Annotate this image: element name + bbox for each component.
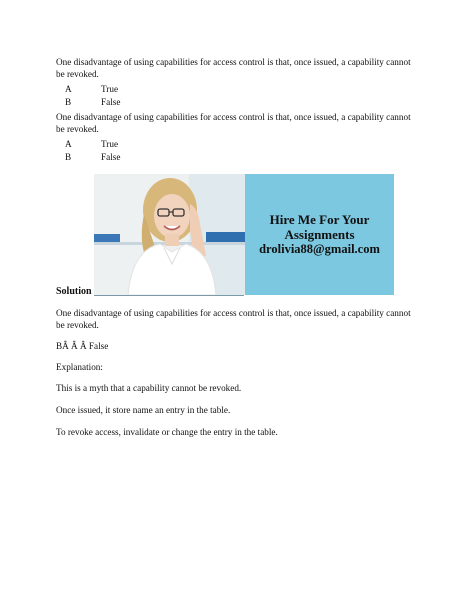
option-text: True	[101, 84, 119, 94]
hire-me-banner	[94, 174, 394, 295]
option-letter: A	[65, 139, 72, 149]
solution-heading: Solution	[56, 286, 92, 297]
explanation-line-1: This is a myth that a capability cannot be revoked.	[56, 383, 242, 393]
option-text: False	[101, 97, 121, 107]
question-1-text: One disadvantage of using capabilities for access control is that, once issued, a capability cannot be revoked.	[56, 57, 411, 79]
ad-headline-line-1: Hire Me For Your	[269, 212, 370, 227]
ad-email: drolivia88@gmail.com	[259, 242, 380, 256]
hire-me-panel	[245, 174, 394, 295]
ad-headline-line-2: Assignments	[284, 227, 355, 242]
option-text: True	[101, 139, 119, 149]
explanation-line-3: To revoke access, invalidate or change the entry in the table.	[56, 427, 278, 437]
solution-question-text: One disadvantage of using capabilities for access control is that, once issued, a capability cannot be revoked.	[56, 308, 411, 330]
question-2-text: One disadvantage of using capabilities for access control is that, once issued, a capability cannot be revoked.	[56, 112, 411, 134]
option-letter: B	[65, 97, 72, 107]
solution-divider	[94, 295, 244, 296]
solution-answer: BÂ Â Â False	[56, 341, 109, 351]
option-letter: A	[65, 84, 72, 94]
explanation-line-2: Once issued, it store name an entry in the table.	[56, 405, 231, 415]
woman-photo	[94, 174, 245, 295]
explanation-label: Explanation:	[56, 362, 103, 372]
option-letter: B	[65, 152, 72, 162]
option-text: False	[101, 152, 121, 162]
